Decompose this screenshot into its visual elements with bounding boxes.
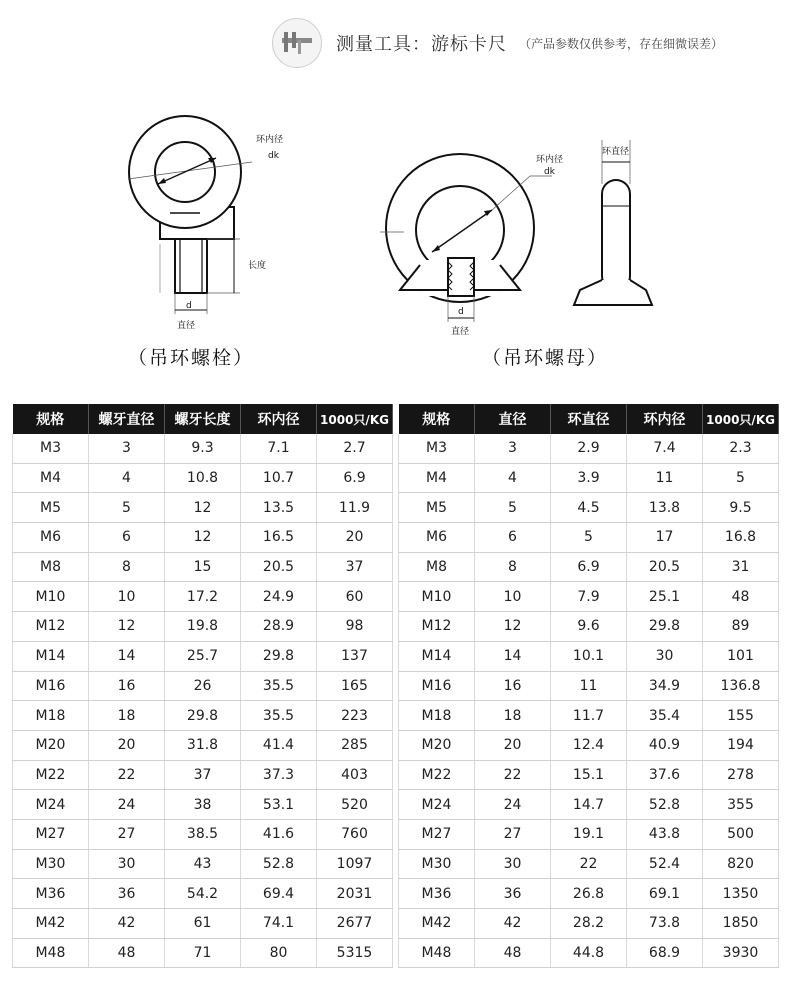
table-cell: 155 bbox=[703, 701, 779, 731]
table-cell: M12 bbox=[13, 612, 89, 642]
table-cell: 54.2 bbox=[165, 879, 241, 909]
nut-ring-inner-symbol: dk bbox=[544, 167, 555, 177]
table-cell: 25.1 bbox=[627, 582, 703, 612]
table-row bbox=[13, 523, 393, 553]
table-cell: 53.1 bbox=[241, 790, 317, 820]
table-cell: 12 bbox=[165, 523, 241, 553]
table-cell: 1350 bbox=[703, 879, 779, 909]
column-header: 规格 bbox=[399, 404, 475, 434]
table-cell: 9.3 bbox=[165, 434, 241, 463]
table-cell: 8 bbox=[89, 552, 165, 582]
header bbox=[272, 18, 723, 68]
table-body bbox=[13, 434, 393, 968]
table-cell: 68.9 bbox=[627, 938, 703, 968]
table-cell: 43 bbox=[165, 849, 241, 879]
table-cell: M27 bbox=[13, 819, 89, 849]
table-cell: 5315 bbox=[317, 938, 393, 968]
table-cell: M36 bbox=[399, 879, 475, 909]
table-cell: 48 bbox=[703, 582, 779, 612]
table-cell: 48 bbox=[89, 938, 165, 968]
table-cell: 20.5 bbox=[241, 552, 317, 582]
table-cell: 17 bbox=[627, 523, 703, 553]
table-cell: 14 bbox=[475, 641, 551, 671]
bolt-diameter-symbol: d bbox=[186, 301, 192, 311]
table-cell: 38.5 bbox=[165, 819, 241, 849]
table-cell: 16 bbox=[475, 671, 551, 701]
table-cell: 137 bbox=[317, 641, 393, 671]
column-header: 直径 bbox=[475, 404, 551, 434]
table-row bbox=[399, 582, 779, 612]
table-cell: M3 bbox=[13, 434, 89, 463]
table-cell: 18 bbox=[475, 701, 551, 731]
table-cell: 42 bbox=[475, 909, 551, 939]
table-cell: M8 bbox=[13, 552, 89, 582]
table-cell: 24 bbox=[475, 790, 551, 820]
table-cell: 52.8 bbox=[627, 790, 703, 820]
table-cell: 14.7 bbox=[551, 790, 627, 820]
table-cell: 11.9 bbox=[317, 493, 393, 523]
eye-nut-diagram bbox=[380, 140, 670, 340]
table-cell: 13.8 bbox=[627, 493, 703, 523]
table-cell: 2.7 bbox=[317, 434, 393, 463]
eye-bolt-diagram bbox=[120, 100, 320, 340]
table-cell: 31.8 bbox=[165, 730, 241, 760]
table-cell: M30 bbox=[13, 849, 89, 879]
table-cell: 1850 bbox=[703, 909, 779, 939]
table-row bbox=[399, 701, 779, 731]
table-cell: 18 bbox=[89, 701, 165, 731]
table-cell: 89 bbox=[703, 612, 779, 642]
nut-ring-dia-label: 环直径 bbox=[602, 147, 630, 157]
table-cell: 29.8 bbox=[627, 612, 703, 642]
table-row bbox=[399, 434, 779, 463]
nut-diameter-label: 直径 bbox=[451, 327, 470, 337]
column-header: 螺牙直径 bbox=[89, 404, 165, 434]
table-row bbox=[13, 552, 393, 582]
table-row bbox=[13, 760, 393, 790]
table-cell: 820 bbox=[703, 849, 779, 879]
table-cell: 11 bbox=[627, 463, 703, 493]
table-row bbox=[399, 909, 779, 939]
table-cell: 48 bbox=[475, 938, 551, 968]
table-cell: 194 bbox=[703, 730, 779, 760]
table-cell: 278 bbox=[703, 760, 779, 790]
table-cell: M18 bbox=[13, 701, 89, 731]
table-cell: M20 bbox=[13, 730, 89, 760]
table-cell: 500 bbox=[703, 819, 779, 849]
caliper-icon bbox=[272, 18, 322, 68]
table-cell: 5 bbox=[475, 493, 551, 523]
table-cell: M42 bbox=[13, 909, 89, 939]
table-cell: 6 bbox=[89, 523, 165, 553]
table-row bbox=[13, 819, 393, 849]
table-cell: M20 bbox=[399, 730, 475, 760]
table-cell: 12 bbox=[165, 493, 241, 523]
table-cell: 5 bbox=[551, 523, 627, 553]
table-row bbox=[399, 641, 779, 671]
table-cell: 52.8 bbox=[241, 849, 317, 879]
table-cell: M16 bbox=[13, 671, 89, 701]
table-row bbox=[13, 434, 393, 463]
table-cell: 12.4 bbox=[551, 730, 627, 760]
table-cell: 165 bbox=[317, 671, 393, 701]
table-cell: 71 bbox=[165, 938, 241, 968]
table-cell: 6.9 bbox=[317, 463, 393, 493]
table-cell: 38 bbox=[165, 790, 241, 820]
table-row bbox=[399, 938, 779, 968]
table-cell: M48 bbox=[399, 938, 475, 968]
table-cell: 41.4 bbox=[241, 730, 317, 760]
table-cell: M10 bbox=[13, 582, 89, 612]
column-header: 1000只/KG bbox=[703, 404, 779, 434]
table-cell: 2.9 bbox=[551, 434, 627, 463]
table-row bbox=[399, 879, 779, 909]
table-cell: 9.6 bbox=[551, 612, 627, 642]
table-cell: 285 bbox=[317, 730, 393, 760]
table-cell: M27 bbox=[399, 819, 475, 849]
table-cell: M18 bbox=[399, 701, 475, 731]
header-title: 测量工具：游标卡尺 bbox=[336, 34, 507, 55]
table-cell: 7.4 bbox=[627, 434, 703, 463]
table-cell: 26 bbox=[165, 671, 241, 701]
table-cell: M14 bbox=[13, 641, 89, 671]
table-row bbox=[13, 671, 393, 701]
table-cell: 98 bbox=[317, 612, 393, 642]
table-cell: 30 bbox=[89, 849, 165, 879]
table-row bbox=[399, 849, 779, 879]
table-cell: M5 bbox=[13, 493, 89, 523]
table-cell: M16 bbox=[399, 671, 475, 701]
table-cell: 37 bbox=[165, 760, 241, 790]
table-cell: 10.8 bbox=[165, 463, 241, 493]
table-row bbox=[399, 671, 779, 701]
table-row bbox=[13, 701, 393, 731]
eye-nut-spec-table bbox=[398, 404, 779, 968]
table-cell: 11 bbox=[551, 671, 627, 701]
table-cell: 20.5 bbox=[627, 552, 703, 582]
table-row bbox=[13, 938, 393, 968]
table-cell: M6 bbox=[399, 523, 475, 553]
table-cell: 760 bbox=[317, 819, 393, 849]
table-cell: 2031 bbox=[317, 879, 393, 909]
table-cell: 35.5 bbox=[241, 671, 317, 701]
table-header-row bbox=[399, 404, 779, 434]
table-cell: 24 bbox=[89, 790, 165, 820]
table-row bbox=[13, 879, 393, 909]
table-cell: 27 bbox=[475, 819, 551, 849]
table-cell: 42 bbox=[89, 909, 165, 939]
table-cell: 69.1 bbox=[627, 879, 703, 909]
table-cell: 44.8 bbox=[551, 938, 627, 968]
table-cell: 14 bbox=[89, 641, 165, 671]
table-cell: 16 bbox=[89, 671, 165, 701]
table-cell: 74.1 bbox=[241, 909, 317, 939]
table-header-row bbox=[13, 404, 393, 434]
table-cell: 6 bbox=[475, 523, 551, 553]
table-cell: 7.9 bbox=[551, 582, 627, 612]
bolt-ring-inner-symbol: dk bbox=[268, 151, 279, 161]
table-cell: 69.4 bbox=[241, 879, 317, 909]
table-cell: 2.3 bbox=[703, 434, 779, 463]
table-row bbox=[399, 523, 779, 553]
table-cell: 26.8 bbox=[551, 879, 627, 909]
table-cell: M14 bbox=[399, 641, 475, 671]
column-header: 1000只/KG bbox=[317, 404, 393, 434]
table-row bbox=[13, 730, 393, 760]
table-cell: 22 bbox=[551, 849, 627, 879]
table-cell: 41.6 bbox=[241, 819, 317, 849]
table-cell: 10 bbox=[475, 582, 551, 612]
table-cell: 19.8 bbox=[165, 612, 241, 642]
table-cell: 20 bbox=[475, 730, 551, 760]
table-cell: 60 bbox=[317, 582, 393, 612]
nut-caption: （吊环螺母） bbox=[482, 347, 609, 369]
column-header: 环内径 bbox=[241, 404, 317, 434]
table-cell: M24 bbox=[13, 790, 89, 820]
table-row bbox=[13, 909, 393, 939]
table-cell: 40.9 bbox=[627, 730, 703, 760]
table-cell: M5 bbox=[399, 493, 475, 523]
table-cell: 29.8 bbox=[165, 701, 241, 731]
table-cell: 403 bbox=[317, 760, 393, 790]
table-cell: 20 bbox=[89, 730, 165, 760]
table-cell: 520 bbox=[317, 790, 393, 820]
table-row bbox=[13, 790, 393, 820]
table-cell: 136.8 bbox=[703, 671, 779, 701]
table-cell: 24.9 bbox=[241, 582, 317, 612]
table-row bbox=[13, 612, 393, 642]
table-cell: 28.9 bbox=[241, 612, 317, 642]
table-cell: 35.5 bbox=[241, 701, 317, 731]
table-cell: M12 bbox=[399, 612, 475, 642]
table-row bbox=[13, 641, 393, 671]
table-cell: 31 bbox=[703, 552, 779, 582]
bolt-ring-inner-label: 环内径 bbox=[256, 135, 284, 145]
table-cell: 10.7 bbox=[241, 463, 317, 493]
table-cell: 3930 bbox=[703, 938, 779, 968]
header-note: （产品参数仅供参考，存在细微误差） bbox=[519, 36, 724, 51]
table-cell: 10.1 bbox=[551, 641, 627, 671]
table-body bbox=[399, 434, 779, 968]
table-cell: 13.5 bbox=[241, 493, 317, 523]
table-row bbox=[13, 493, 393, 523]
column-header: 规格 bbox=[13, 404, 89, 434]
table-cell: 3 bbox=[475, 434, 551, 463]
table-cell: 17.2 bbox=[165, 582, 241, 612]
table-cell: M8 bbox=[399, 552, 475, 582]
table-cell: 25.7 bbox=[165, 641, 241, 671]
table-cell: 52.4 bbox=[627, 849, 703, 879]
table-row bbox=[399, 760, 779, 790]
table-cell: 30 bbox=[475, 849, 551, 879]
nut-diameter-symbol: d bbox=[458, 307, 464, 317]
table-row bbox=[399, 730, 779, 760]
table-cell: 29.8 bbox=[241, 641, 317, 671]
table-row bbox=[13, 463, 393, 493]
table-cell: 4 bbox=[89, 463, 165, 493]
table-cell: 28.2 bbox=[551, 909, 627, 939]
table-cell: 5 bbox=[89, 493, 165, 523]
table-cell: 30 bbox=[627, 641, 703, 671]
table-cell: M4 bbox=[399, 463, 475, 493]
table-cell: 8 bbox=[475, 552, 551, 582]
table-cell: M10 bbox=[399, 582, 475, 612]
column-header: 螺牙长度 bbox=[165, 404, 241, 434]
table-cell: 19.1 bbox=[551, 819, 627, 849]
bolt-caption: （吊环螺栓） bbox=[128, 347, 255, 369]
table-cell: 34.9 bbox=[627, 671, 703, 701]
table-cell: 5 bbox=[703, 463, 779, 493]
table-cell: M30 bbox=[399, 849, 475, 879]
table-cell: 6.9 bbox=[551, 552, 627, 582]
table-row bbox=[399, 552, 779, 582]
table-cell: M3 bbox=[399, 434, 475, 463]
table-cell: 2677 bbox=[317, 909, 393, 939]
column-header: 环直径 bbox=[551, 404, 627, 434]
column-header: 环内径 bbox=[627, 404, 703, 434]
table-cell: 73.8 bbox=[627, 909, 703, 939]
table-cell: 61 bbox=[165, 909, 241, 939]
table-cell: 9.5 bbox=[703, 493, 779, 523]
table-cell: M4 bbox=[13, 463, 89, 493]
nut-ring-inner-label: 环内径 bbox=[536, 155, 564, 165]
table-cell: 80 bbox=[241, 938, 317, 968]
table-cell: 16.5 bbox=[241, 523, 317, 553]
table-cell: 4 bbox=[475, 463, 551, 493]
table-row bbox=[399, 463, 779, 493]
table-row bbox=[399, 493, 779, 523]
table-row bbox=[399, 790, 779, 820]
table-cell: 12 bbox=[89, 612, 165, 642]
table-cell: 43.8 bbox=[627, 819, 703, 849]
table-cell: 355 bbox=[703, 790, 779, 820]
bolt-diameter-label: 直径 bbox=[177, 321, 196, 331]
table-cell: 36 bbox=[475, 879, 551, 909]
table-row bbox=[399, 819, 779, 849]
table-cell: 35.4 bbox=[627, 701, 703, 731]
table-cell: 15 bbox=[165, 552, 241, 582]
table-cell: 37.6 bbox=[627, 760, 703, 790]
table-cell: M36 bbox=[13, 879, 89, 909]
table-cell: 15.1 bbox=[551, 760, 627, 790]
table-row bbox=[399, 612, 779, 642]
table-cell: M22 bbox=[13, 760, 89, 790]
table-cell: 27 bbox=[89, 819, 165, 849]
table-cell: 37 bbox=[317, 552, 393, 582]
table-row bbox=[13, 849, 393, 879]
table-cell: 37.3 bbox=[241, 760, 317, 790]
table-cell: 20 bbox=[317, 523, 393, 553]
bolt-length-label: 长度 bbox=[248, 261, 267, 271]
table-cell: 22 bbox=[89, 760, 165, 790]
table-cell: 22 bbox=[475, 760, 551, 790]
table-cell: 36 bbox=[89, 879, 165, 909]
table-cell: M42 bbox=[399, 909, 475, 939]
table-cell: 10 bbox=[89, 582, 165, 612]
table-cell: 3 bbox=[89, 434, 165, 463]
table-cell: 223 bbox=[317, 701, 393, 731]
eye-bolt-spec-table bbox=[12, 404, 393, 968]
table-row bbox=[13, 582, 393, 612]
table-cell: M48 bbox=[13, 938, 89, 968]
table-cell: 1097 bbox=[317, 849, 393, 879]
table-cell: 12 bbox=[475, 612, 551, 642]
table-cell: M24 bbox=[399, 790, 475, 820]
table-cell: 4.5 bbox=[551, 493, 627, 523]
table-cell: 16.8 bbox=[703, 523, 779, 553]
table-cell: M22 bbox=[399, 760, 475, 790]
table-cell: 3.9 bbox=[551, 463, 627, 493]
table-cell: 7.1 bbox=[241, 434, 317, 463]
table-cell: 101 bbox=[703, 641, 779, 671]
table-cell: 11.7 bbox=[551, 701, 627, 731]
table-cell: M6 bbox=[13, 523, 89, 553]
